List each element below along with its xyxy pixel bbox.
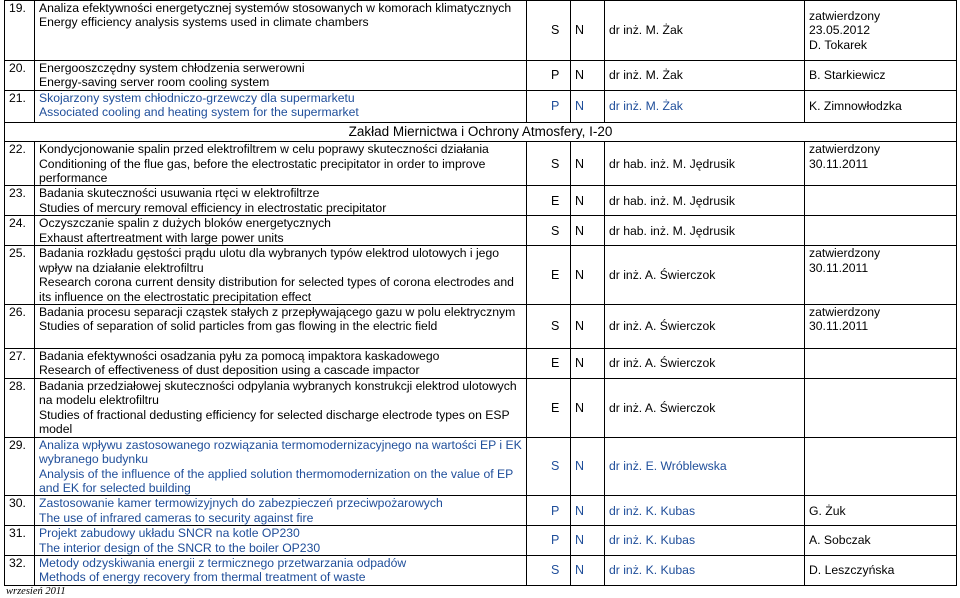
table-row (5, 61, 957, 91)
study-type: N (571, 305, 605, 349)
row-number: 19. (5, 1, 35, 61)
work-type: E (527, 349, 571, 379)
row-number: 30. (5, 496, 35, 526)
title-pl: Badania przedziałowej skuteczności odpylania wybranych konstrukcji elektrod ulotowych na modelu elektrofiltru (39, 379, 517, 408)
status (805, 349, 957, 379)
topic-title (35, 555, 527, 585)
study-type: N (571, 349, 605, 379)
table-row (5, 216, 957, 246)
topic-title (35, 526, 527, 556)
student-name: D. Tokarek (809, 37, 868, 52)
topic-title (35, 437, 527, 496)
section-heading: Zakład Miernictwa i Ochrony Atmosfery, I-20 (5, 122, 957, 141)
work-type: E (527, 186, 571, 216)
section-row (5, 122, 957, 141)
supervisor: dr inż. A. Świerczok (605, 349, 805, 379)
table-row (5, 90, 957, 122)
study-type: N (571, 437, 605, 496)
row-number: 24. (5, 216, 35, 246)
row-number: 27. (5, 349, 35, 379)
supervisor: dr inż. K. Kubas (605, 555, 805, 585)
work-type: S (527, 1, 571, 61)
title-pl: Energooszczędny system chłodzenia serwerowni (39, 61, 305, 75)
supervisor: dr hab. inż. M. Jędrusik (605, 186, 805, 216)
title-pl: Metody odzyskiwania energii z termicznego przetwarzania odpadów (39, 555, 407, 570)
table-row (5, 246, 957, 305)
title-pl: Zastosowanie kamer termowizyjnych do zabezpieczeń przeciwpożarowych (39, 496, 443, 511)
title-pl: Badania efektywności osadzania pyłu za pomocą impaktora kaskadowego (39, 349, 440, 364)
topic-title (35, 305, 527, 349)
row-number: 26. (5, 305, 35, 349)
study-type: N (571, 216, 605, 246)
table-row (5, 526, 957, 556)
student-name: K. Zimnowłodzka (805, 90, 957, 122)
status-label: zatwierdzony (809, 246, 881, 261)
supervisor: dr inż. A. Świerczok (605, 246, 805, 305)
student-name: A. Sobczak (805, 526, 957, 556)
study-type: N (571, 142, 605, 186)
status (805, 379, 957, 438)
table-row (5, 496, 957, 526)
title-en: Energy efficiency analysis systems used in climate chambers (39, 15, 369, 30)
title-en: Methods of energy recovery from thermal treatment of waste (39, 570, 366, 585)
row-number: 23. (5, 186, 35, 216)
study-type: N (571, 61, 605, 91)
supervisor: dr hab. inż. M. Jędrusik (605, 142, 805, 186)
status-label: zatwierdzony (809, 8, 881, 23)
student-name: B. Starkiewicz (805, 61, 957, 91)
topic-title (35, 186, 527, 216)
topic-title (35, 496, 527, 526)
work-type: P (527, 61, 571, 91)
title-en: Analysis of the influence of the applied solution thermomodernization on the value of EP and EK for selected building (39, 466, 514, 495)
status (805, 142, 957, 186)
title-en: Exhaust aftertreatment with large power units (39, 230, 284, 245)
title-en: Research corona current density distribution for selected types of corona electrodes and its influence on the electrostatic precipitation effect (39, 275, 514, 304)
row-number: 21. (5, 90, 35, 122)
status (805, 1, 957, 61)
topic-title (35, 216, 527, 246)
table-row (5, 437, 957, 496)
work-type: S (527, 305, 571, 349)
work-type: E (527, 246, 571, 305)
title-pl: Badania skuteczności usuwania rtęci w elektrofiltrze (39, 186, 320, 201)
work-type: S (527, 555, 571, 585)
title-pl: Skojarzony system chłodniczo-grzewczy dla supermarketu (39, 90, 355, 105)
study-type: N (571, 526, 605, 556)
supervisor: dr inż. A. Świerczok (605, 379, 805, 438)
title-en: The use of infrared cameras to security against fire (39, 510, 314, 525)
study-type: N (571, 496, 605, 526)
title-en: Studies of mercury removal efficiency in electrostatic precipitator (39, 200, 387, 215)
topic-title (35, 1, 527, 61)
title-en: Studies of separation of solid particles from gas flowing in the electric field (39, 319, 438, 334)
topic-title (35, 61, 527, 91)
status (805, 246, 957, 305)
title-en: Conditioning of the flue gas, before the electrostatic precipitator in order to improve performance (39, 156, 486, 186)
work-type: P (527, 526, 571, 556)
row-number: 28. (5, 379, 35, 438)
student-name: G. Żuk (805, 496, 957, 526)
status (805, 216, 957, 246)
study-type: N (571, 246, 605, 305)
title-pl: Oczyszczanie spalin z dużych bloków energetycznych (39, 216, 331, 231)
table-row (5, 349, 957, 379)
status (805, 437, 957, 496)
work-type: E (527, 379, 571, 438)
supervisor: dr inż. A. Świerczok (605, 305, 805, 349)
work-type: P (527, 496, 571, 526)
table-row (5, 186, 957, 216)
title-en: Energy-saving server room cooling system (39, 75, 270, 90)
supervisor: dr inż. M. Żak (605, 90, 805, 122)
status-label: zatwierdzony (809, 305, 881, 320)
title-en: Research of effectiveness of dust deposition using a cascade impactor (39, 363, 420, 378)
work-type: P (527, 90, 571, 122)
status-label: zatwierdzony (809, 142, 881, 157)
supervisor: dr inż. E. Wróblewska (605, 437, 805, 496)
row-number: 25. (5, 246, 35, 305)
work-type: S (527, 142, 571, 186)
status (805, 305, 957, 349)
status-date: 30.11.2011 (809, 260, 869, 275)
status-date: 30.11.2011 (809, 319, 869, 334)
topic-title (35, 90, 527, 122)
status-date: 23.05.2012 (809, 23, 870, 38)
title-en: Studies of fractional dedusting efficiency for selected discharge electrode types on ESP model (39, 407, 510, 437)
row-number: 20. (5, 61, 35, 91)
study-type: N (571, 90, 605, 122)
row-number: 29. (5, 437, 35, 496)
study-type: N (571, 555, 605, 585)
title-pl: Projekt zabudowy układu SNCR na kotle OP230 (39, 526, 300, 541)
work-type: S (527, 437, 571, 496)
row-number: 22. (5, 142, 35, 186)
supervisor: dr inż. M. Żak (605, 61, 805, 91)
study-type: N (571, 186, 605, 216)
topic-title (35, 349, 527, 379)
title-pl: Kondycjonowanie spalin przed elektrofiltrem w celu poprawy skuteczności działania (39, 142, 489, 157)
title-pl: Analiza efektywności energetycznej systemów stosowanych w komorach klimatycznych (39, 1, 512, 15)
table-row (5, 1, 957, 61)
supervisor: dr inż. K. Kubas (605, 526, 805, 556)
footer-date: wrzesień 2011 (6, 586, 66, 597)
table-row (5, 555, 957, 585)
topics-table (4, 0, 957, 586)
status (805, 186, 957, 216)
row-number: 32. (5, 555, 35, 585)
title-pl: Badania procesu separacji cząstek stałych z przepływającego gazu w polu elektrycznym (39, 305, 516, 320)
table-row (5, 142, 957, 186)
study-type: N (571, 1, 605, 61)
row-number: 31. (5, 526, 35, 556)
status-date: 30.11.2011 (809, 156, 869, 171)
supervisor: dr inż. M. Żak (605, 1, 805, 61)
topic-title (35, 142, 527, 186)
title-en: Associated cooling and heating system for the supermarket (39, 105, 359, 120)
title-pl: Badania rozkładu gęstości prądu ulotu dla wybranych typów elektrod ulotowych i jego wpływ na działanie elektrofiltru (39, 246, 500, 275)
work-type: S (527, 216, 571, 246)
title-en: The interior design of the SNCR to the boiler OP230 (39, 540, 321, 555)
supervisor: dr inż. K. Kubas (605, 496, 805, 526)
topic-title (35, 246, 527, 305)
student-name: D. Leszczyńska (805, 555, 957, 585)
title-pl: Analiza wpływu zastosowanego rozwiązania termomodernizacyjnego na wartości EP i EK wybranego budynku (39, 437, 522, 467)
study-type: N (571, 379, 605, 438)
table-row (5, 379, 957, 438)
table-row (5, 305, 957, 349)
topic-title (35, 379, 527, 438)
supervisor: dr hab. inż. M. Jędrusik (605, 216, 805, 246)
